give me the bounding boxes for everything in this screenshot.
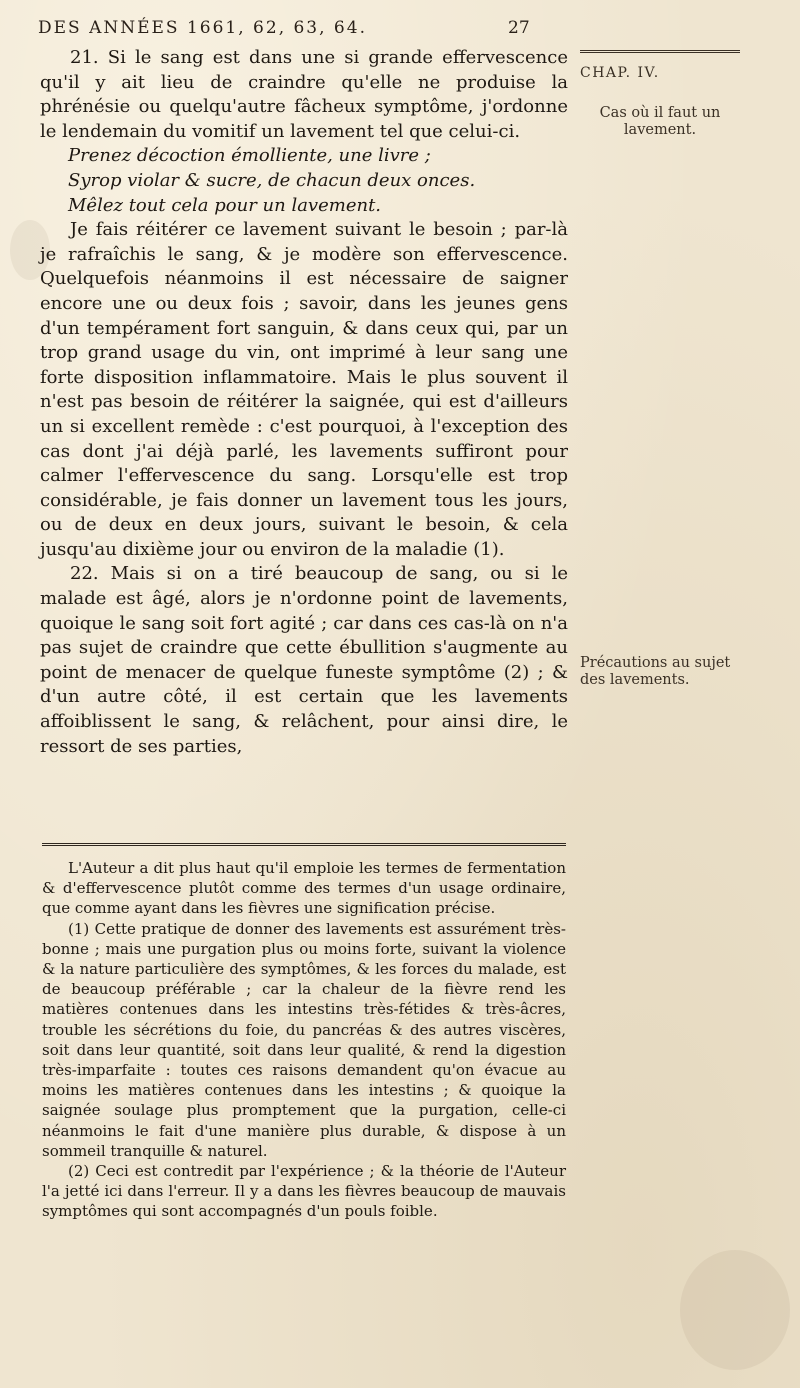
footnotes [42, 858, 566, 1222]
footnote-rule [42, 843, 566, 846]
recipe-line: Prenez décoction émolliente, une livre ; [68, 145, 431, 167]
footnote: (1) Cette pratique de donner des lavements est assurément très-bonne ; mais une purgation plus ou moins forte, suivant la violence & la nature particulière des symptômes, & les forces du malade, est de beaucoup préférable ; car la chaleur de la fièvre rend les matières contenues dans les intestins très-fétides & très-âcres, trouble les sécrétions du foie, du pancréas & des autres viscères, soit dans leur quantité, soit dans leur qualité, & rend la digestion très-imparfaite : toutes ces raisons demandent qu'on évacue au moins les matières contenues dans les intestins ; & quoique la saignée soulage plus promptement que la purgation, celle-ci néanmoins le fait d'une manière plus durable, & dispose à un sommeil tranquille & naturel. [42, 919, 566, 1160]
paper-stain [680, 1250, 790, 1370]
paragraph: Je fais réitérer ce lavement suivant le besoin ; par-là je rafraîchis le sang, & je modère son effervescence. Quelquefois néanmoins il est nécessaire de saigner encore une ou deux fois ; savoir, dans les jeunes gens d'un tempérament fort sanguin, & dans ceux qui, par un trop grand usage du vin, ont imprimé à leur sang une forte disposition inflammatoire. Mais le plus souvent il n'est pas besoin de réitérer la saignée, qui est d'ailleurs un si excellent remède : c'est pourquoi, à l'exception des cas dont j'ai déjà parlé, les lavements suffiront pour calmer l'effervescence du sang. Lorsqu'elle est trop considérable, je fais donner un lavement tous les jours, ou de deux en deux jours, suivant le besoin, & cela jusqu'au dixième jour ou environ de la maladie (1). [40, 219, 568, 560]
recipe-line: Syrop violar & sucre, de chacun deux onces. [68, 169, 476, 191]
margin-note: Cas où il faut un lavement. [599, 105, 721, 138]
main-text [40, 46, 568, 759]
paragraph: 22. Mais si on a tiré beaucoup de sang, ou si le malade est âgé, alors je n'ordonne point de lavements, quoique le sang soit fort agité ; car dans ces cas-là on n'a pas sujet de craindre que cette ébullition s'augmente au point de menacer de quelque funeste symptôme (2) ; & d'un autre côté, il est certain que les lavements affoiblissent le sang, & relâchent, pour ainsi dire, le ressort de ses parties, [40, 563, 568, 757]
footnote: L'Auteur a dit plus haut qu'il emploie les termes de fermentation & d'effervescence plutôt comme des termes d'un usage ordinaire, que comme ayant dans les fièvres une signification précise. [42, 859, 566, 918]
margin-note: Précautions au sujet des lavements. [580, 655, 731, 688]
paragraph: 21. Si le sang est dans une si grande effervescence qu'il y ait lieu de craindre qu'elle ne produise la phrénésie ou quelqu'autre fâcheux symptôme, j'ordonne le lendemain du vomitif un lavement tel que celui-ci. [40, 47, 568, 142]
chapter-label: CHAP. IV. [580, 50, 740, 82]
recipe-line: Mêlez tout cela pour un lavement. [68, 194, 382, 216]
footnote: (2) Ceci est contredit par l'expérience ; & la théorie de l'Auteur l'a jetté ici dans l'erreur. Il y a dans les fièvres beaucoup de mauvais symptômes qui sont accompagnés d'un pouls foible. [42, 1162, 566, 1221]
running-title: DES ANNÉES 1661, 62, 63, 64. [38, 18, 367, 38]
page-number: 27 [508, 18, 530, 38]
